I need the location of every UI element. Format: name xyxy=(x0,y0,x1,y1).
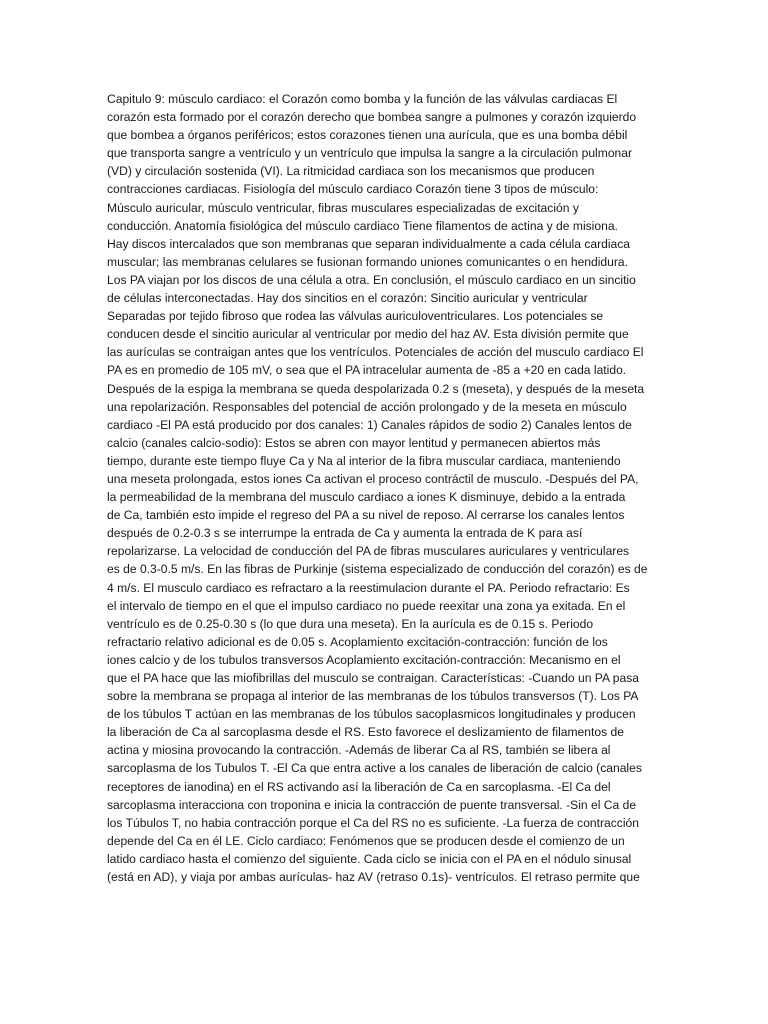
text-line: de los túbulos T actúan en las membranas de los túbulos sacoplasmicos longitudinales y producen xyxy=(107,707,636,722)
text-line: actina y miosina provocando la contracción. -Además de liberar Ca al RS, también se libera al xyxy=(107,743,611,758)
text-line: Capitulo 9: músculo cardiaco: el Corazón como bomba y la función de las válvulas cardiacas El xyxy=(107,92,618,106)
text-line: Los PA viajan por los discos de una célula a otra. En conclusión, el músculo cardiaco en un sincitio xyxy=(107,272,636,287)
text-line: conducen desde el sincitio auricular al ventricular por medio del haz AV. Esta división permite que xyxy=(107,327,629,342)
text-line: tiempo, durante este tiempo fluye Ca y Na al interior de la fibra muscular cardiaca, manteniendo xyxy=(107,453,621,468)
body-text xyxy=(107,90,661,886)
text-line: (está en AD), y viaja por ambas aurículas- haz AV (retraso 0.1s)- ventrículos. El retraso permite que xyxy=(107,870,640,885)
text-line: la permeabilidad de la membrana del musculo cardiaco a iones K disminuye, debido a la entrada xyxy=(107,490,626,505)
text-line: que bombea a órganos periféricos; estos corazones tienen una aurícula, que es una bomba débil xyxy=(107,128,628,143)
text-line: que transporta sangre a ventrículo y un ventrículo que impulsa la sangre a la circulación pulmonar xyxy=(107,146,633,161)
text-line: una repolarización. Responsables del potencial de acción prolongado y de la meseta en músculo xyxy=(107,399,627,414)
text-line: después de 0.2-0.3 s se interrumpe la entrada de Ca y aumenta la entrada de K para así xyxy=(107,526,583,541)
text-line: sarcoplasma de los Tubulos T. -El Ca que entra active a los canales de liberación de calcio (canales xyxy=(107,761,642,776)
text-line: que el PA hace que las miofibrillas del musculo se contraigan. Características: -Cuando un PA pasa xyxy=(107,671,639,685)
text-line: latido cardiaco hasta el comienzo del siguiente. Cada ciclo se inicia con el PA en el nódulo sinusal xyxy=(107,851,632,866)
text-line: una meseta prolongada, estos iones Ca activan el proceso contráctil de musculo. -Después del PA, xyxy=(107,471,639,486)
text-line: 4 m/s. El musculo cardiaco es refractaro a la reestimulacion durante el PA. Periodo refractario: Es xyxy=(107,580,630,595)
text-line: (VD) y circulación sostenida (VI). La ritmicidad cardiaca son los mecanismos que producen xyxy=(107,164,595,179)
text-line: PA es en promedio de 105 mV, o sea que el PA intracelular aumenta de -85 a +20 en cada latido. xyxy=(107,363,627,378)
text-line: Separadas por tejido fibroso que rodea las válvulas auriculoventriculares. Los potenciales se xyxy=(107,309,604,324)
text-line: corazón esta formado por el corazón derecho que bombea sangre a pulmones y corazón izquierdo xyxy=(107,110,637,125)
text-line: los Túbulos T, no habia contracción porque el Ca del RS no es suficiente. -La fuerza de contracción xyxy=(107,815,639,830)
text-line: el intervalo de tiempo en el que el impulso cardiaco no puede reexitar una zona ya exitada. En el xyxy=(107,598,626,613)
text-line: contracciones cardiacas. Fisiología del músculo cardiaco Corazón tiene 3 tipos de músculo: xyxy=(107,182,599,197)
text-line: la liberación de Ca al sarcoplasma desde el RS. Esto favorece el deslizamiento de filamentos de xyxy=(107,725,624,740)
text-line: repolarizarse. La velocidad de conducción del PA de fibras musculares auriculares y ventriculares xyxy=(107,544,630,559)
text-line: cardiaco -El PA está producido por dos canales: 1) Canales rápidos de sodio 2) Canales lentos de xyxy=(107,417,632,432)
text-line: Después de la espiga la membrana se queda despolarizada 0.2 s (meseta), y después de la meseta xyxy=(107,381,645,396)
text-line: sobre la membrana se propaga al interior de las membranas de los túbulos transversos (T). Los PA xyxy=(107,689,639,704)
text-line: conducción. Anatomía fisiológica del músculo cardiaco Tiene filamentos de actina y de misiona. xyxy=(107,218,618,233)
text-line: las aurículas se contraigan antes que los ventrículos. Potenciales de acción del musculo cardiaco El xyxy=(107,345,644,360)
document-page xyxy=(107,90,661,886)
text-line: receptores de ianodina) en el RS activando así la liberación de Ca en sarcoplasma. -El Ca del xyxy=(107,779,611,794)
text-line: de células interconectadas. Hay dos sincitios en el corazón: Sincitio auricular y ventricular xyxy=(107,291,588,306)
text-line: ventrículo es de 0.25-0.30 s (lo que dura una meseta). En la aurícula es de 0.15 s. Periodo xyxy=(107,616,594,631)
text-line: Hay discos intercalados que son membranas que separan individualmente a cada célula cardiaca xyxy=(107,236,631,251)
text-line: muscular; las membranas celulares se fusionan formando uniones comunicantes o en hendidura. xyxy=(107,254,628,269)
text-line: calcio (canales calcio-sodio): Estos se abren con mayor lentitud y permanecen abiertos más xyxy=(107,435,601,450)
text-line: sarcoplasma interacciona con troponina e inicia la contracción de puente transversal. -Sin el Ca de xyxy=(107,797,637,812)
text-line: de Ca, también esto impide el regreso del PA a su nivel de reposo. Al cerrarse los canales lentos xyxy=(107,508,625,523)
text-line: iones calcio y de los tubulos transversos Acoplamiento excitación-contracción: Mecanismo en el xyxy=(107,652,621,667)
text-line: Músculo auricular, músculo ventricular, fibras musculares especializadas de excitación y xyxy=(107,200,579,215)
text-line: depende del Ca en él LE. Ciclo cardiaco: Fenómenos que se producen desde el comienzo de un xyxy=(107,833,625,848)
text-line: refractario relativo adicional es de 0.05 s. Acoplamiento excitación-contracción: función de los xyxy=(107,634,608,649)
text-line: es de 0.3-0.5 m/s. En las fibras de Purkinje (sistema especializado de conducción del corazón) es de xyxy=(107,562,648,577)
